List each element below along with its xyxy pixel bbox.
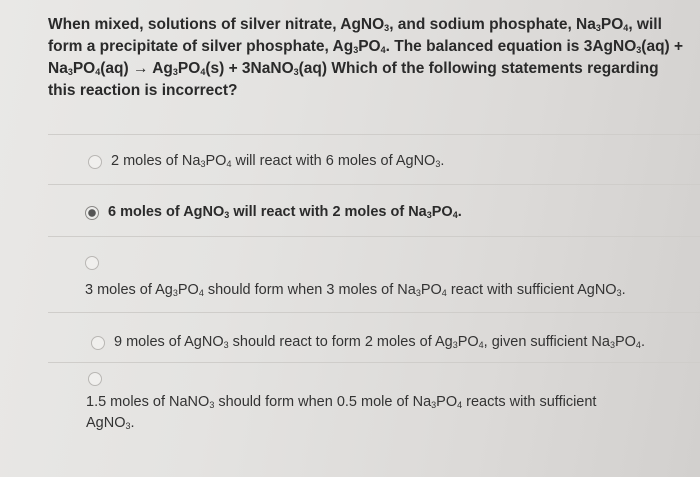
option-label: 3 moles of $Ag_3PO_4$ should form when 3 moles of $Na_3PO_4$ react with sufficient AgNO$_3$. — [85, 282, 626, 298]
divider — [48, 134, 700, 135]
answer-option-2[interactable] — [85, 202, 462, 223]
answer-option-4[interactable] — [91, 332, 645, 353]
answer-option-3[interactable] — [85, 280, 626, 301]
option-label: 9 moles of AgNO$_3$ should react to form 2 moles of $Ag_3PO_4$, given sufficient $Na_3PO_4$. — [114, 334, 645, 350]
question-text: When mixed, solutions of silver nitrate, AgNO$_3$, and sodium phosphate, $Na_3PO_4$, will form a precipitate of silver phosphate, $Ag_3PO_4$. The balanced equation is 3AgNO$_3$(aq) + $Na_3PO_4(aq) \to Ag_3PO_4(s)$ + 3NaNO$_3$(aq) Which of the following statements regarding this reaction is incorrect? — [48, 16, 684, 99]
answer-option-1[interactable] — [88, 151, 444, 172]
divider — [48, 362, 700, 363]
divider — [48, 312, 700, 313]
radio-button[interactable] — [91, 336, 105, 350]
divider — [48, 236, 700, 237]
divider — [48, 184, 700, 185]
option-label: 6 moles of AgNO$_3$ will react with 2 moles of $Na_3PO_4$. — [108, 204, 462, 220]
option-label: 1.5 moles of NaNO$_3$ should form when 0.5 mole of $Na_3PO_4$ reacts with sufficient AgNO$_3$. — [86, 394, 597, 431]
answer-option-5[interactable] — [86, 392, 646, 434]
emphasis-incorrect: incorrect — [161, 82, 229, 99]
option-label: 2 moles of $Na_3PO_4$ will react with 6 moles of AgNO$_3$. — [111, 153, 445, 169]
radio-button[interactable] — [85, 256, 99, 270]
radio-button[interactable] — [88, 155, 102, 169]
radio-button[interactable] — [88, 372, 102, 386]
radio-button-selected[interactable] — [85, 206, 99, 220]
